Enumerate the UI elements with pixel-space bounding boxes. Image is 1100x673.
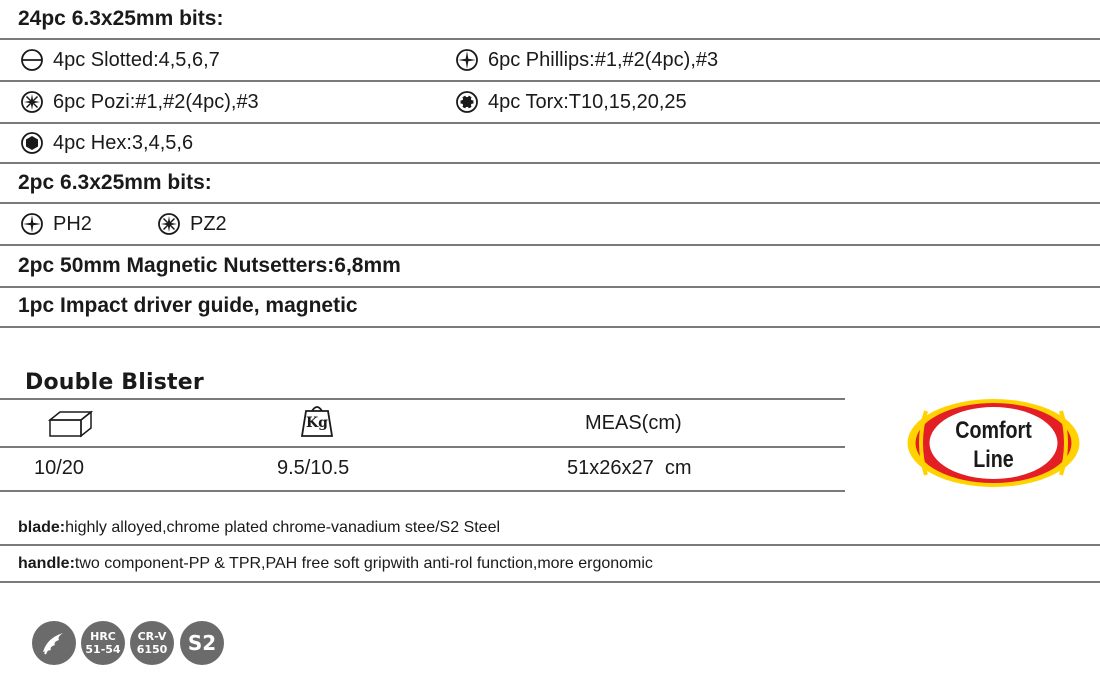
extra-bits-heading-row [0,164,1100,202]
ph2-label: PH2 [53,212,92,235]
comfort-line-1: Comfort [955,417,1032,444]
pozi-item [20,90,259,114]
hex-icon [20,131,44,155]
hrc-line2: 51-54 [85,643,121,656]
bits-heading: 24pc 6.3x25mm bits: [18,7,224,30]
phillips-item [455,48,718,72]
handle-text: two component-PP & TPR,PAH free soft gripwith anti-rol function,more ergonomic [74,555,653,572]
blade-text: highly alloyed,chrome plated chrome-vanadium stee/S2 Steel [65,519,501,536]
crv-line2: 6150 [136,643,168,656]
torx-item [455,90,687,114]
phillips-icon [20,212,44,236]
slotted-icon [20,48,44,72]
slotted-item [20,48,220,72]
divider [0,581,1100,583]
hex-label: 4pc Hex:3,4,5,6 [53,131,194,154]
s2-label: S2 [187,631,217,655]
guide-row [0,286,1100,326]
pozi-icon [20,90,44,114]
bits-row-2 [0,82,1100,122]
wing-icon [32,621,76,665]
torx-label: 4pc Torx:T10,15,20,25 [488,90,687,113]
divider [0,446,845,448]
quantity-value: 10/20 [34,457,85,479]
divider [0,544,1100,546]
bits-row-1 [0,40,1100,80]
hex-item [20,131,193,155]
s2-badge [180,621,224,665]
hrc-badge [81,621,125,665]
packaging-title: Double Blister [25,370,204,395]
extra-bits-heading: 2pc 6.3x25mm bits: [18,171,212,194]
handle-spec [18,555,653,573]
divider [0,326,1100,328]
divider [0,490,845,492]
divider [0,398,845,400]
meas-header: MEAS(cm) [585,412,682,434]
extra-bits-row [0,204,1100,244]
bits-row-3 [0,124,1100,162]
blade-spec [18,519,500,537]
slotted-label: 4pc Slotted:4,5,6,7 [53,48,220,71]
crv-line1: CR-V [137,630,167,643]
bits-heading-row [0,0,1100,38]
pz2-item [157,212,227,236]
weight-kg-icon [301,403,333,437]
blade-label: blade: [18,519,66,536]
ph2-item [20,212,92,236]
weight-value: 9.5/10.5 [277,457,350,479]
handle-label: handle: [18,555,75,572]
nutsetters-text: 2pc 50mm Magnetic Nutsetters:6,8mm [18,254,401,277]
box-icon [47,409,93,439]
hrc-line1: HRC [90,630,116,643]
torx-icon [455,90,479,114]
guide-text: 1pc Impact driver guide, magnetic [18,294,358,317]
comfort-line-2: Line [973,446,1014,473]
phillips-icon [455,48,479,72]
meas-value: 51x26x27 cm [567,457,692,479]
kg-label: Kg [306,415,328,431]
pz2-label: PZ2 [190,212,227,235]
comfort-line-logo [906,397,1081,489]
pozi-icon [157,212,181,236]
nutsetters-row [0,246,1100,286]
pozi-label: 6pc Pozi:#1,#2(4pc),#3 [53,90,259,113]
phillips-label: 6pc Phillips:#1,#2(4pc),#3 [488,48,719,71]
crv-badge [130,621,174,665]
